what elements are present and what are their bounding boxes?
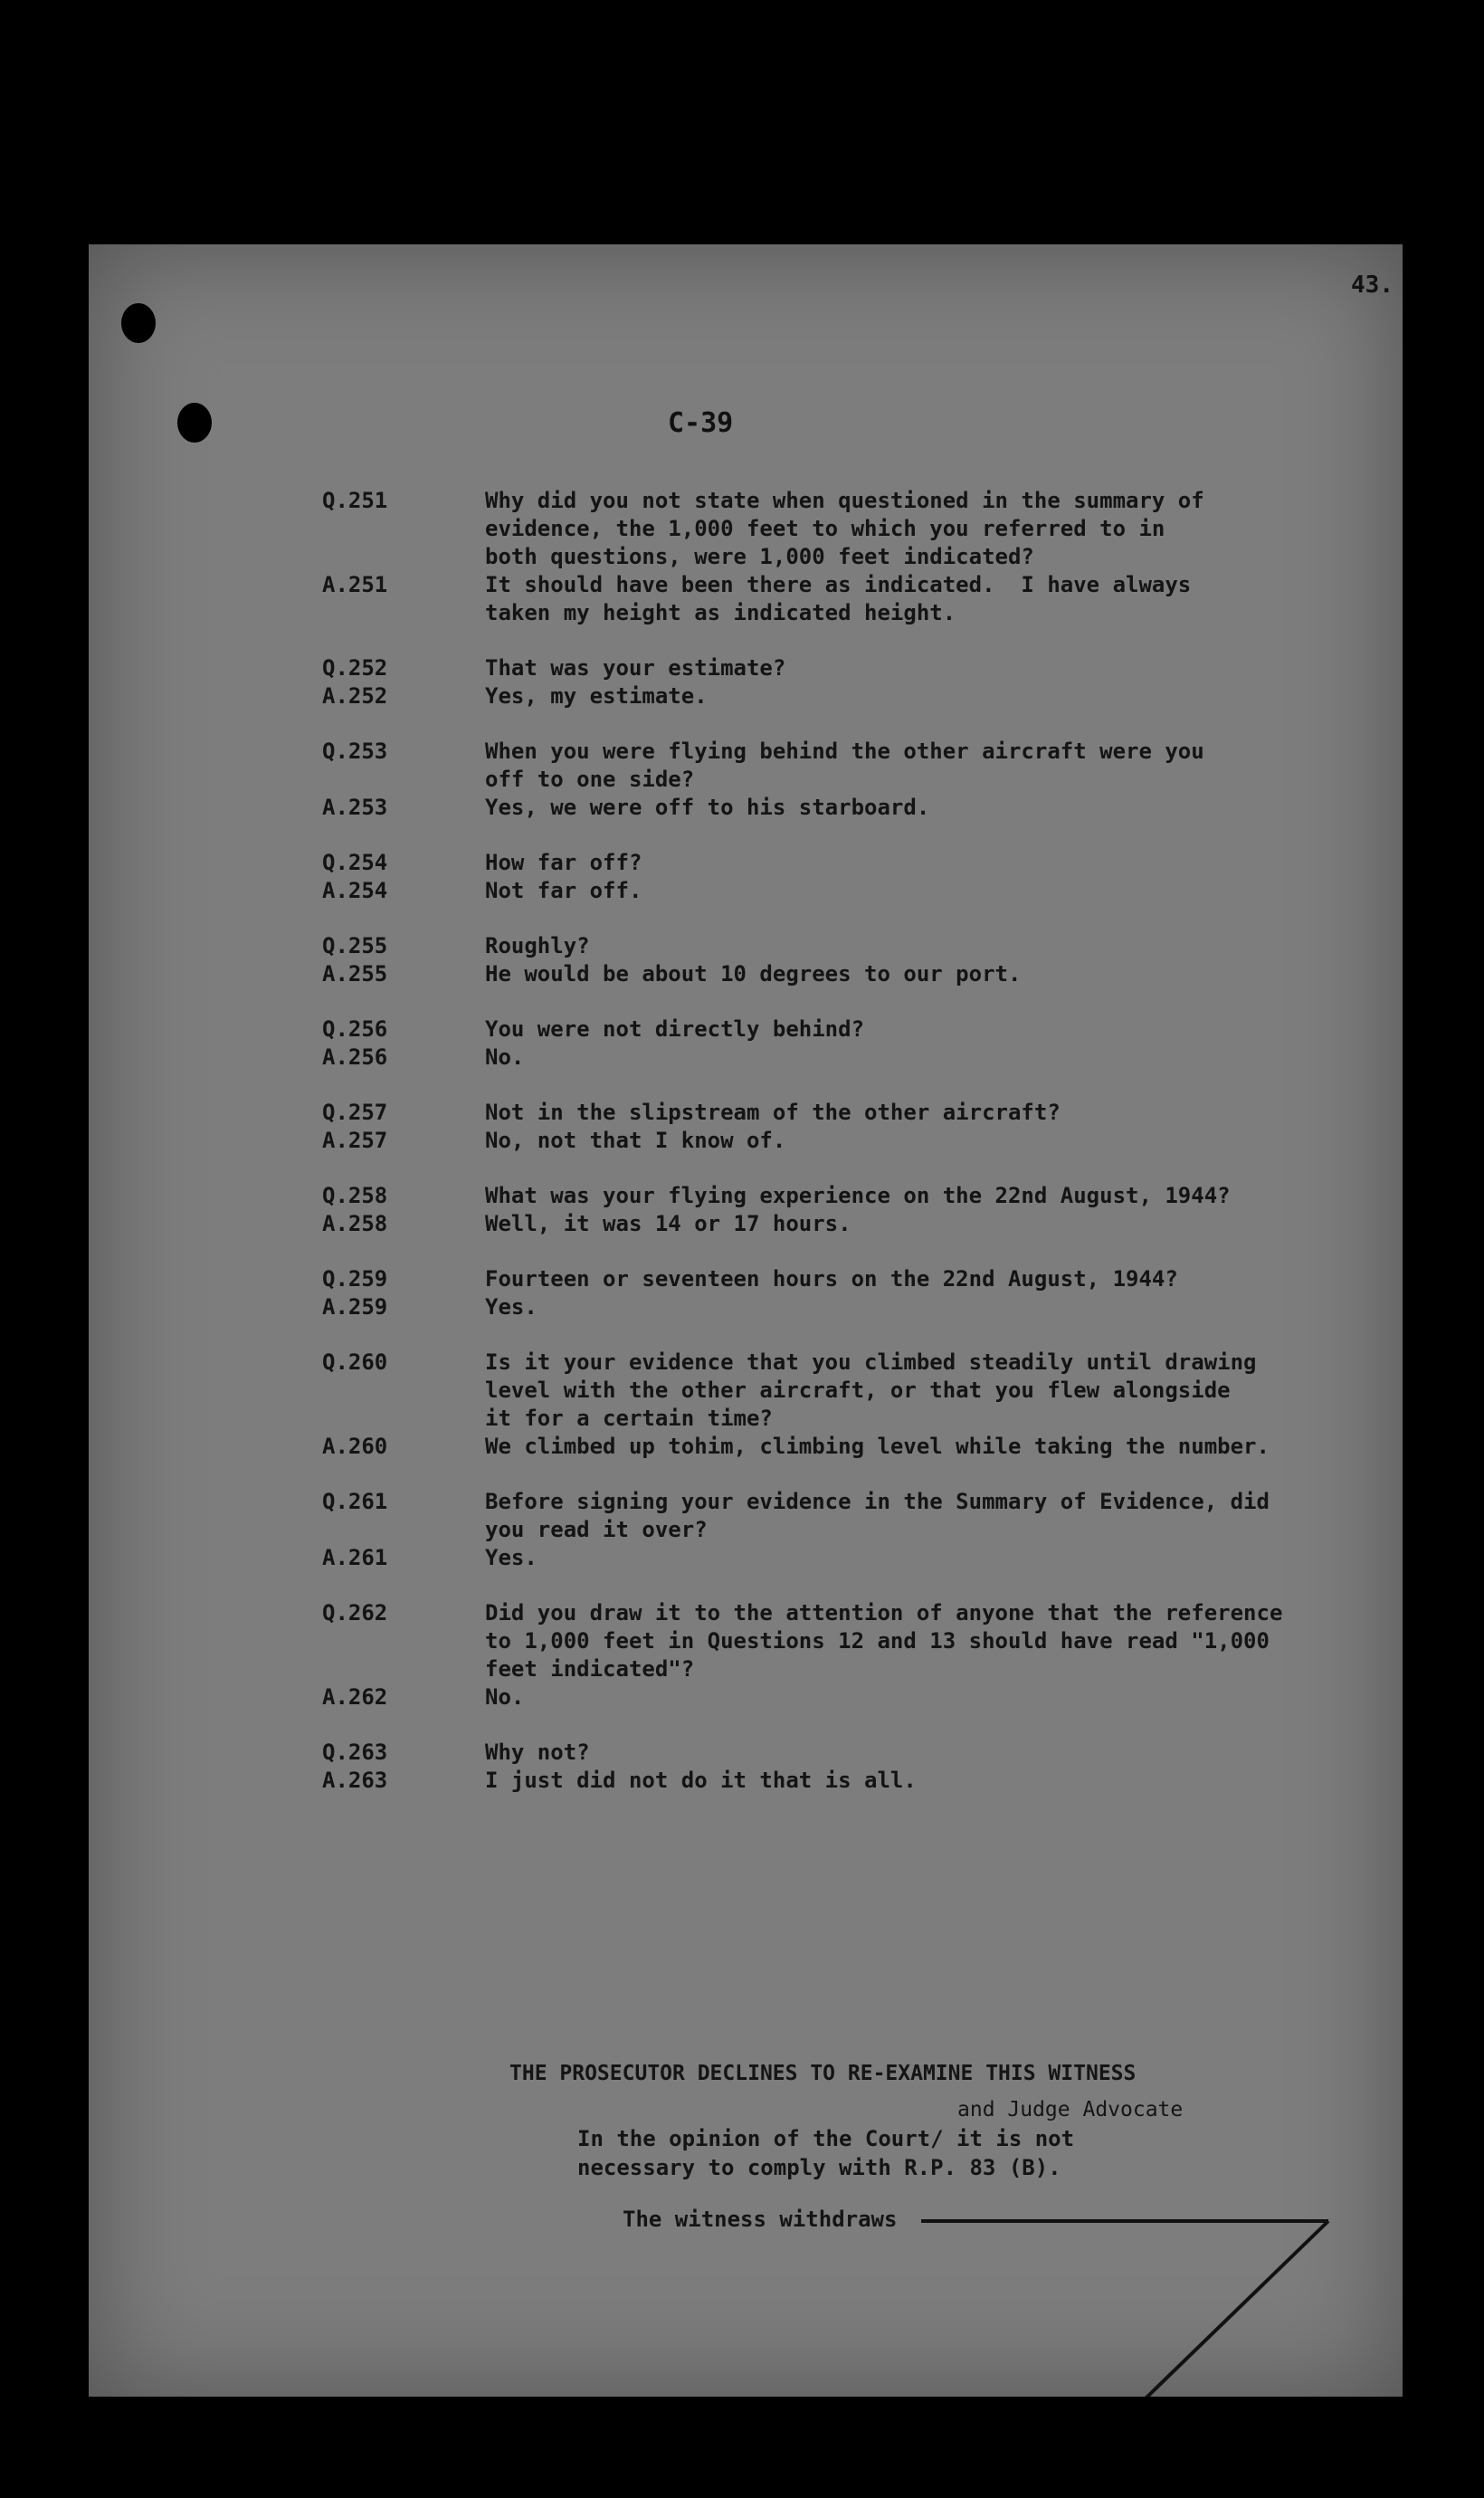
qa-number: A.259 <box>322 1294 388 1320</box>
qa-number: Q.259 <box>322 1266 388 1292</box>
qa-number: Q.257 <box>322 1100 388 1125</box>
qa-text: How far off? <box>485 850 642 875</box>
qa-text: evidence, the 1,000 feet to which you referred to in <box>485 516 1165 541</box>
qa-number: Q.254 <box>322 850 388 875</box>
qa-text: Well, it was 14 or 17 hours. <box>485 1211 851 1236</box>
reference-code: C-39 <box>668 407 734 439</box>
qa-text: Not in the slipstream of the other aircraft? <box>485 1100 1061 1125</box>
qa-number: A.260 <box>322 1434 388 1459</box>
qa-number: Q.263 <box>322 1740 388 1765</box>
qa-number: A.255 <box>322 961 388 987</box>
qa-text: Yes, we were off to his starboard. <box>485 795 930 820</box>
qa-text: you read it over? <box>485 1517 708 1542</box>
prosecutor-declines-note: THE PROSECUTOR DECLINES TO RE-EXAMINE THIS WITNESS <box>509 2062 1137 2085</box>
handwritten-insertion: and Judge Advocate <box>957 2098 1184 2121</box>
qa-number: Q.252 <box>322 655 388 681</box>
qa-text: Fourteen or seventeen hours on the 22nd August, 1944? <box>485 1266 1178 1292</box>
qa-text: He would be about 10 degrees to our port. <box>485 961 1022 987</box>
qa-text: You were not directly behind? <box>485 1016 865 1042</box>
qa-text: Why did you not state when questioned in the summary of <box>485 488 1204 513</box>
qa-number: Q.251 <box>322 488 388 513</box>
qa-text: Yes, my estimate. <box>485 683 708 709</box>
qa-number: A.258 <box>322 1211 388 1236</box>
opinion-line: In the opinion of the Court/ it is not <box>577 2126 1075 2151</box>
qa-number: Q.255 <box>322 933 388 958</box>
qa-number: A.256 <box>322 1044 388 1070</box>
qa-text: That was your estimate? <box>485 655 786 681</box>
qa-text: When you were flying behind the other aircraft were you <box>485 739 1204 764</box>
qa-text: Roughly? <box>485 933 590 958</box>
qa-text: both questions, were 1,000 feet indicated? <box>485 544 1034 569</box>
qa-text: Before signing your evidence in the Summary of Evidence, did <box>485 1489 1270 1514</box>
qa-number: A.251 <box>322 572 388 597</box>
qa-text: Not far off. <box>485 878 642 903</box>
qa-text: Yes. <box>485 1294 537 1320</box>
qa-number: A.257 <box>322 1128 388 1153</box>
qa-number: A.252 <box>322 683 388 709</box>
qa-text: No, not that I know of. <box>485 1128 786 1153</box>
qa-text: We climbed up tohim, climbing level while taking the number. <box>485 1434 1270 1459</box>
qa-number: Q.253 <box>322 739 388 764</box>
qa-text: Did you draw it to the attention of anyone that the reference <box>485 1600 1283 1626</box>
qa-number: A.263 <box>322 1768 388 1793</box>
qa-text: feet indicated"? <box>485 1656 695 1682</box>
qa-text: Yes. <box>485 1545 537 1570</box>
page-number: 43. <box>1351 272 1394 299</box>
qa-text: taken my height as indicated height. <box>485 600 956 625</box>
qa-text: to 1,000 feet in Questions 12 and 13 should have read "1,000 <box>485 1628 1270 1654</box>
qa-text: level with the other aircraft, or that you flew alongside <box>485 1378 1231 1403</box>
qa-number: Q.258 <box>322 1183 388 1208</box>
qa-text: I just did not do it that is all. <box>485 1768 917 1793</box>
qa-number: A.262 <box>322 1684 388 1710</box>
opinion-line: necessary to comply with R.P. 83 (B). <box>577 2155 1061 2180</box>
qa-number: Q.262 <box>322 1600 388 1626</box>
qa-text: What was your flying experience on the 22nd August, 1944? <box>485 1183 1231 1208</box>
qa-text: off to one side? <box>485 767 695 792</box>
qa-number: A.254 <box>322 878 388 903</box>
witness-withdraws: The witness withdraws <box>623 2207 898 2232</box>
z-strike-mark <box>89 244 1403 2397</box>
qa-text: No. <box>485 1684 525 1710</box>
qa-text: It should have been there as indicated. I have always <box>485 572 1192 597</box>
qa-text: Why not? <box>485 1740 590 1765</box>
qa-number: A.261 <box>322 1545 388 1570</box>
qa-number: Q.256 <box>322 1016 388 1042</box>
qa-number: Q.260 <box>322 1349 388 1375</box>
document-page <box>89 244 1403 2397</box>
qa-text: it for a certain time? <box>485 1406 773 1431</box>
qa-text: No. <box>485 1044 525 1070</box>
qa-text: Is it your evidence that you climbed steadily until drawing <box>485 1349 1257 1375</box>
qa-number: A.253 <box>322 795 388 820</box>
qa-number: Q.261 <box>322 1489 388 1514</box>
